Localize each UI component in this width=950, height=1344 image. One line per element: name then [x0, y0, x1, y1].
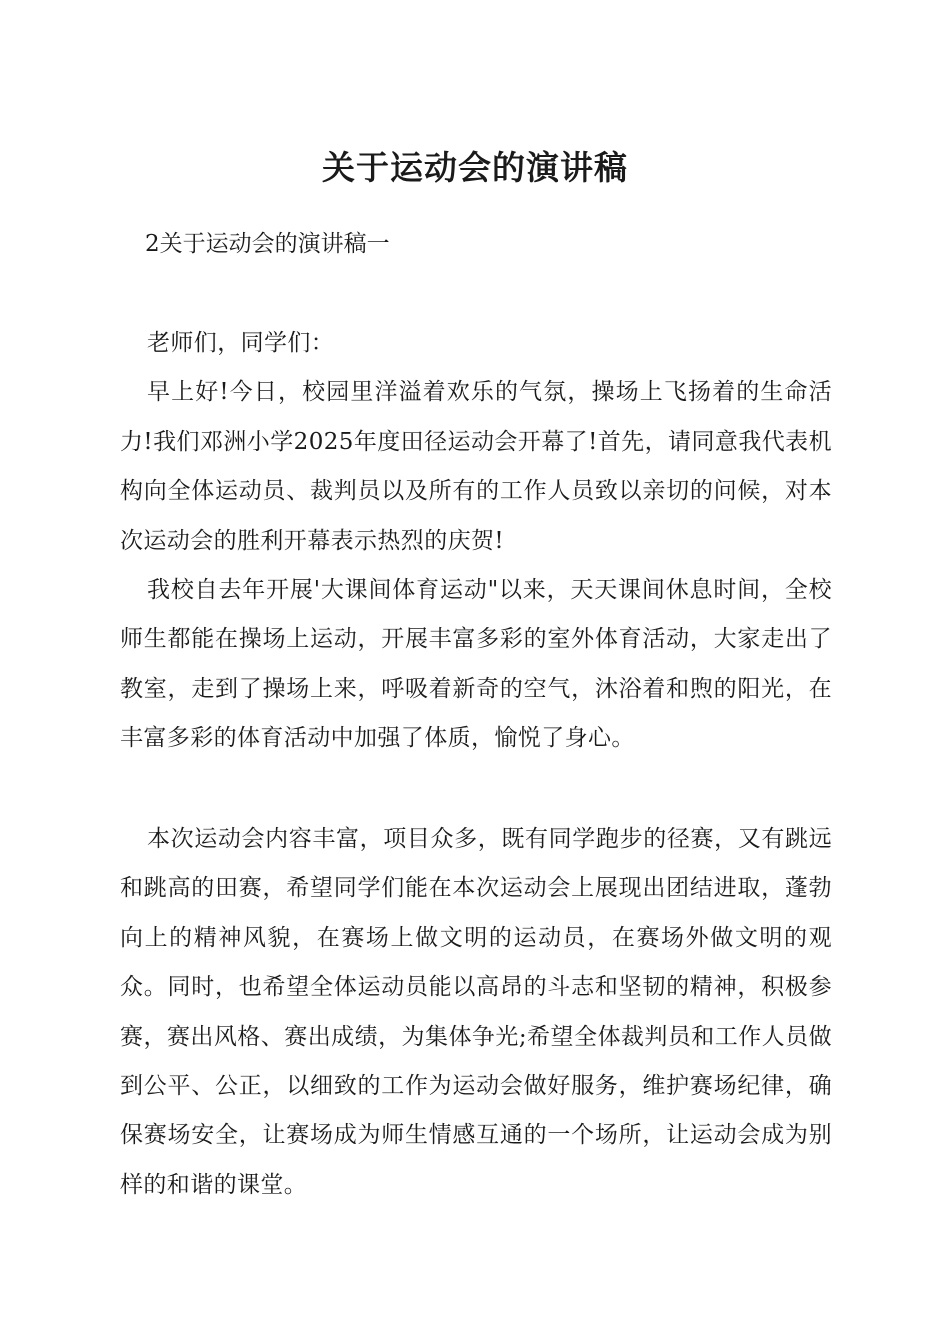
document-title: 关于运动会的演讲稿: [322, 148, 628, 187]
closing-block: [120, 815, 832, 1210]
paragraph-wishes: 本次运动会内容丰富，项目众多，既有同学跑步的径赛，又有跳远和跳高的田赛，希望同学们能在本次运动会上展现出团结进取，蓬勃向上的精神风貌，在赛场上做文明的运动员，在赛场外做文明的观众。同时，也希望全体运动员能以高昂的斗志和坚韧的精神，积极参赛，赛出风格、赛出成绩，为集体争光;希望全体裁判员和工作人员做到公平、公正，以细致的工作为运动会做好服务，维护赛场纪律，确保赛场安全，让赛场成为师生情感互通的一个场所，让运动会成为别样的和谐的课堂。: [120, 826, 832, 1198]
paragraph-greeting: 老师们，同学们：: [147, 330, 335, 356]
document-subtitle: 2关于运动会的演讲稿一: [145, 231, 390, 257]
paragraph-opening: 早上好!今日，校园里洋溢着欢乐的气氛，操场上飞扬着的生命活力!我们邓洲小学2025年度田径运动会开幕了!首先，请同意我代表机构向全体运动员、裁判员以及所有的工作人员致以亲切的问候，对本次运动会的胜利开幕表示热烈的庆贺!: [120, 379, 832, 554]
paragraph-activities: 我校自去年开展'大课间体育运动"以来，天天课间休息时间，全校师生都能在操场上运动，开展丰富多彩的室外体育活动，大家走出了教室，走到了操场上来，呼吸着新奇的空气，沐浴着和煦的阳光，在丰富多彩的体育活动中加强了体质，愉悦了身心。: [120, 577, 832, 752]
greeting-block: [120, 319, 832, 764]
